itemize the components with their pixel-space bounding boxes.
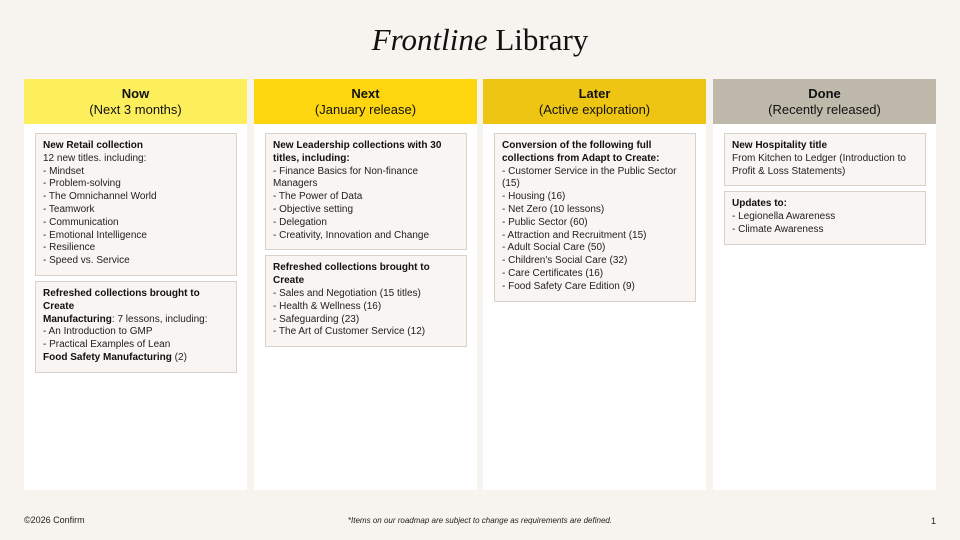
- card-line: - Resilience: [43, 242, 96, 254]
- roadmap-board: [24, 79, 936, 490]
- column-heading: Later: [578, 85, 611, 101]
- card-line: Refreshed collections brought to Create: [43, 287, 200, 312]
- card-line: - Communication: [43, 216, 119, 228]
- column-header: [254, 79, 477, 124]
- card-line: - Legionella Awareness: [732, 211, 836, 223]
- column-body: [713, 124, 936, 245]
- column-subheading: (Active exploration): [538, 101, 651, 117]
- card-line: - Care Certificates (16): [502, 267, 604, 279]
- card-line: - Speed vs. Service: [43, 255, 130, 267]
- page-number: 1: [930, 516, 936, 526]
- card-line: - Food Safety Care Edition (9): [502, 280, 635, 292]
- card-line: - Sales and Negotiation (15 titles): [273, 287, 421, 299]
- column-now: [24, 79, 247, 490]
- card-line: - The Art of Customer Service (12): [273, 326, 426, 338]
- card-line: - Creativity, Innovation and Change: [273, 229, 430, 241]
- card-line: New Hospitality title: [732, 140, 828, 151]
- card-line-part: : 7 lessons, including:: [111, 313, 208, 325]
- roadmap-card: [35, 133, 237, 276]
- column-header: [24, 79, 247, 124]
- title-rest: Library: [487, 22, 589, 57]
- card-line: - An Introduction to GMP: [43, 326, 153, 338]
- card-line: [43, 352, 229, 365]
- card-line: - Adult Social Care (50): [502, 242, 606, 254]
- column-body: [254, 124, 477, 347]
- column-done: [713, 79, 936, 490]
- card-line: - Mindset: [43, 165, 85, 177]
- card-line: New Retail collection: [43, 140, 144, 151]
- column-header: [483, 79, 706, 124]
- card-line-part: Food Safety Manufacturing: [43, 351, 172, 363]
- card-line: From Kitchen to Ledger (Introduction to Profit & Loss Statements): [732, 152, 906, 177]
- card-line: - Emotional Intelligence: [43, 229, 147, 241]
- card-line: - The Omnichannel World: [43, 191, 157, 203]
- card-line: - Climate Awareness: [732, 223, 824, 235]
- roadmap-card: [265, 133, 467, 250]
- column-subheading: (Recently released): [768, 101, 881, 117]
- column-heading: Done: [808, 85, 841, 101]
- card-line: Updates to:: [732, 198, 787, 210]
- card-line: - Objective setting: [273, 203, 354, 215]
- card-line: - Problem-solving: [43, 178, 121, 190]
- card-line: - Delegation: [273, 216, 327, 228]
- card-line: - Children's Social Care (32): [502, 255, 628, 267]
- card-line: New Leadership collections with 30 titles, including:: [273, 140, 442, 164]
- card-line: - Safeguarding (23): [273, 313, 360, 325]
- column-header: [713, 79, 936, 124]
- roadmap-card: [265, 255, 467, 347]
- card-line: - Health & Wellness (16): [273, 300, 382, 312]
- card-line: 12 new titles. including:: [43, 152, 147, 164]
- roadmap-card: [724, 133, 926, 186]
- column-body: [24, 124, 247, 373]
- card-line: Conversion of the following full collections from Adapt to Create:: [502, 140, 660, 164]
- column-later: [483, 79, 706, 490]
- card-line: - Customer Service in the Public Sector (15): [502, 165, 677, 190]
- card-line: - Housing (16): [502, 191, 566, 203]
- column-subheading: (January release): [314, 101, 417, 117]
- column-heading: Now: [121, 85, 150, 101]
- column-next: [254, 79, 477, 490]
- title-italic: Frontline: [371, 22, 488, 57]
- card-line: - The Power of Data: [273, 191, 363, 203]
- card-line: - Practical Examples of Lean: [43, 339, 171, 351]
- column-subheading: (Next 3 months): [89, 101, 182, 117]
- card-line: - Teamwork: [43, 203, 95, 215]
- roadmap-card: [494, 133, 696, 302]
- card-line-part: (2): [171, 351, 187, 363]
- card-line: - Public Sector (60): [502, 216, 588, 228]
- copyright: ©2026 Confirm: [24, 515, 85, 525]
- roadmap-card: [35, 281, 237, 373]
- card-line: Refreshed collections brought to Create: [273, 262, 430, 287]
- card-line-part: Manufacturing: [43, 313, 112, 325]
- column-heading: Next: [351, 85, 380, 101]
- page-title: [0, 22, 960, 58]
- disclaimer: *Items on our roadmap are subject to change as requirements are defined.: [347, 516, 613, 525]
- card-line: - Finance Basics for Non-finance Managers: [273, 165, 419, 190]
- card-line: [43, 314, 229, 327]
- column-body: [483, 124, 706, 302]
- card-line: - Net Zero (10 lessons): [502, 203, 605, 215]
- roadmap-card: [724, 191, 926, 244]
- card-line: - Attraction and Recruitment (15): [502, 229, 647, 241]
